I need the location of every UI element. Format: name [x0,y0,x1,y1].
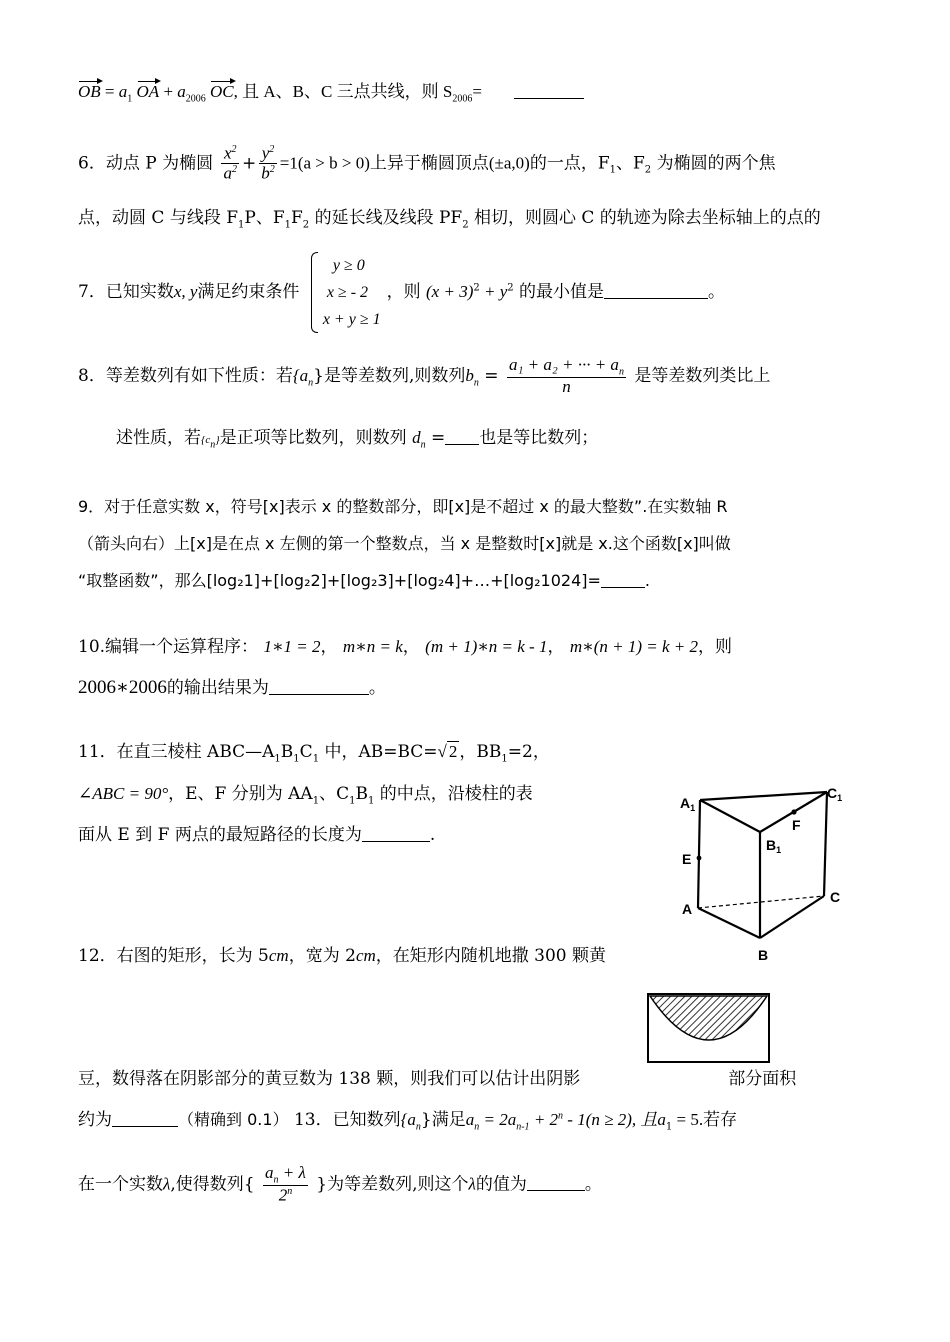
point-e [697,856,702,861]
fraction: $\frac{a_n + \lambda}{2^n}$ [265,1163,306,1206]
q11-line1: 11．在直三棱柱 $ABC—A_1B_1C_1$ 中，AB=BC=√ 2 ，$BB_1=2$， [78,742,550,765]
constraint-system: y ≥ 0 x ≥ - 2 x + y ≥ 1 [311,252,381,333]
sqrt: √ 2 [437,742,458,761]
q10-line1: 10.编辑一个运算程序： 1∗1 = 2， m∗n = k， (m + 1)∗n = k - 1， m∗(n + 1) = k + 2，则 [78,637,732,657]
q12-q13-line3: 约为 （精确到 0.1） 13．已知数列$\{a_n\}$满足$a_n = 2a_{n-1} + 2^n - 1(n \ge 2)$, 且$a_1 = 5$.若存 [78,1110,738,1133]
q6-line2: 点，动圆 C 与线段 $F_1P$、$F_1F_2$ 的延长线及线段 $PF_2$ 相切，则圆心 C 的轨迹为除去坐标轴上的点的 [78,208,821,231]
label-c1: $C_1$ [827,785,843,803]
label-c: C [830,889,841,905]
q12-line2: 豆，数得落在阴影部分的黄豆数为 138 颗，则我们可以估计出阴影 部分面积 [78,1069,797,1089]
fraction: $\frac{a_1 + a_2 + \cdot\cdot\cdot + a_n}{n}$ [508,355,624,397]
edge-a-b [698,908,760,938]
edge-a1-c1 [700,792,827,800]
q7-line: 7．已知实数x, y满足约束条件 y ≥ 0 x ≥ - 2 x + y ≥ 1 ，则 $(x + 3)^2 + y^2$ 的最小值是 。 [78,252,725,333]
q5-line: OB = $a_1$ OA + $a_{2006}$ OC, 且 A、B、C 三点共线，则 $S_{2006}=$ [78,82,584,105]
q10-line2: 2006∗2006的输出结果为 。 [78,677,386,698]
label-b: B [758,947,769,963]
q12-line1: 12．右图的矩形，长为 5cm，宽为 2cm，在矩形内随机地撒 300 颗黄 [78,946,607,966]
answer-blank[interactable] [269,678,369,695]
point-f [791,809,796,814]
answer-blank[interactable] [445,428,479,445]
rectangle-figure [646,992,772,1064]
q11-line3: 面从 E 到 F 两点的最短路径的长度为 . [78,825,436,845]
q9-line2: （箭头向右）上[x]是在点 x 左侧的第一个整数点，当 x 是整数时[x]就是 x.这个函数[x]叫做 [78,534,731,553]
edge-b-c [760,896,824,938]
edge-a1-b1 [700,800,760,832]
edge-a1-a [698,800,700,908]
fraction: $\frac{x^2}{a^2}$ [223,143,237,183]
label-a: A [682,901,693,917]
q11-line2: ∠ABC = 90°，E、F 分别为 $AA_1$、$C_1B_1$ 的中点，沿棱柱的表 [78,784,533,807]
answer-blank[interactable] [527,1174,585,1191]
q9-line1: 9．对于任意实数 x，符号[x]表示 x 的整数部分，即[x]是不超过 x 的最大整数”.在实数轴 R [78,497,728,516]
label-a1: $A_1$ [680,795,696,813]
answer-blank[interactable] [362,825,430,842]
q13-line: 在一个实数λ,使得数列{ $\frac{a_n + \lambda}{2^n}$ }为等差数列,则这个λ的值为 。 [78,1163,602,1206]
answer-blank[interactable] [604,282,708,299]
label-e: E [682,851,692,867]
q8-line1: 8．等差数列有如下性质：若$\{a_n\}$是等差数列,则数列$b_n$ = $\frac{a_1 + a_2 + \cdot\cdot\cdot + a_n}{n}$ 是等差数列类比上 [78,355,771,397]
label-f: F [792,817,801,833]
q9-line3: “取整函数”，那么[log₂1]+[log₂2]+[log₂3]+[log₂4]+…+[log₂1024]= . [78,571,650,590]
answer-blank[interactable] [112,1110,178,1127]
answer-blank[interactable] [514,82,584,99]
edge-c1-c [824,792,827,896]
label-b1: $B_1$ [766,837,782,855]
prism-figure [672,778,862,968]
fraction: $\frac{y^2}{b^2}$ [261,143,275,183]
q6-line1: 6．动点 P 为椭圆 $\frac{x^2}{a^2}$ + $\frac{y^2}{b^2}$ =1(a > b > 0)上异于椭圆顶点(±a,0)的一点，$F_1$、$F_2$ 为椭圆的两个焦 [78,143,776,183]
q8-line2: 述性质，若$\{c_n\}$是正项等比数列，则数列 $d_n$ = 也是等比数列； [116,428,599,451]
answer-blank[interactable] [601,571,645,588]
